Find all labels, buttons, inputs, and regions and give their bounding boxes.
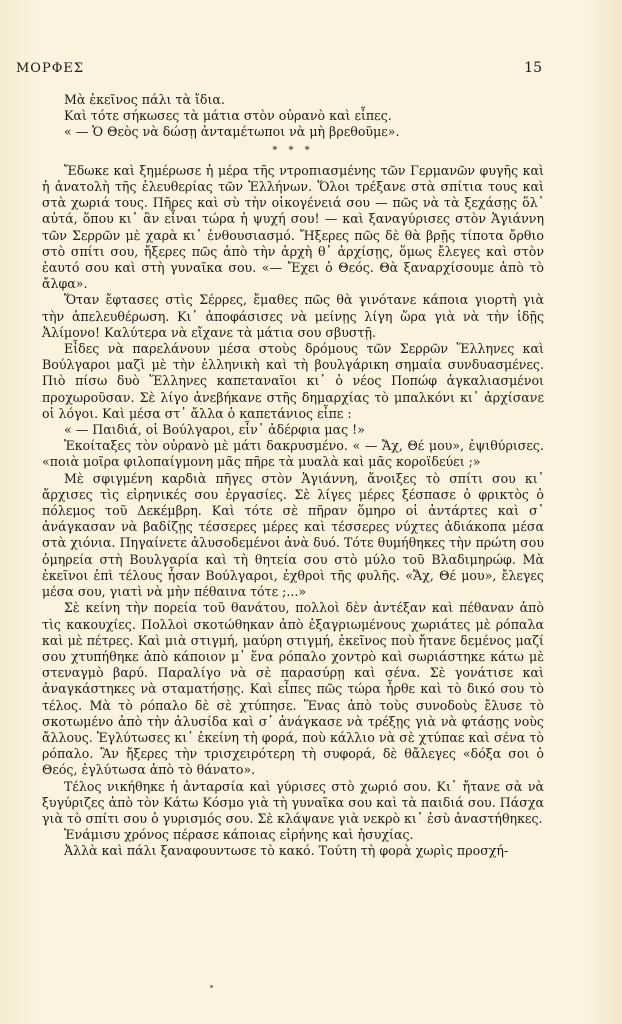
running-title: ΜΟΡΦΕΣ bbox=[16, 61, 85, 76]
paragraph: Ἐκοίταξες τὸν οὐρανὸ μὲ μάτι δακρυσμένο. « — Ἄχ, Θέ μου», ἐψιθύρισες. «ποιὰ μοῖρα φιλοπαίγμονη μᾶς πῆρε τὰ μυαλὰ καὶ μᾶς κοροϊδεύει ;» bbox=[42, 438, 544, 470]
paragraph: Εἶδες νὰ παρελάνουν μέσα στοὺς δρόμους τῶν Σερρῶν Ἕλληνες καὶ Βούλγαροι μαζὶ μὲ τὴν ἑλληνικὴ καὶ τὴ βουλγάρικη σημαία συνδυασμένες. Πιὸ πίσω δυὸ Ἕλληνες καπεταναῖοι κι᾽ ὁ νέος Ποπώφ ἀγκαλιασμένοι προχωροῦσαν. Σὲ λίγο ἀνεβήκανε στῆς δημαρχίας τὸ μπαλκόνι κι᾽ ἀρχίσανε οἱ λόγοι. Καὶ μέσα στ᾽ ἄλλα ὁ καπετάνιος εἶπε : bbox=[42, 341, 544, 421]
quote-line: « — Παιδιά, οἱ Βούλγαροι, εἶν᾽ ἀδέρφια μας !» bbox=[64, 422, 365, 438]
opening-line: Καὶ τότε σήκωσες τὰ μάτια στὸν οὐρανὸ καὶ εἶπες. bbox=[64, 108, 392, 124]
print-speck bbox=[210, 985, 213, 988]
paragraph: Ὅταν ἔφτασες στὶς Σέρρες, ἔμαθες πῶς θὰ γινότανε κάποια γιορτὴ γιὰ τὴν ἀπελευθέρωση. Κι᾽ ἀποφάσισες νὰ μείνῃς λίγη ὥρα γιὰ νὰ τὴν ἰδῇς Ἀλίμονο! Καλύτερα νὰ εἴχανε τὰ μάτια σου σβυστῇ. bbox=[42, 292, 544, 340]
opening-line: Μὰ ἐκεῖνος πάλι τὰ ἴδια. bbox=[64, 92, 225, 107]
paragraph: Σὲ κείνη τὴν πορεία τοῦ θανάτου, πολλοὶ δὲν ἀντέξαν καὶ πέθαναν ἀπὸ τὶς κακουχίες. Πολλοὶ σκοτώθηκαν ἀπὸ ἐξαγριωμένους χωριάτες μὲ ρόπαλα καὶ μὲ πέτρες. Καὶ μιὰ στιγμή, μαύρη στιγμή, ἐκεῖνος ποὺ ἤτανε δεμένος μαζί σου χτυπήθηκε ἀπὸ κάποιον μ᾽ ἕνα ρόπαλο χοντρὸ καὶ σωριάστηκε κάτω μὲ στεναγμὸ βαρύ. Παραλίγο νὰ σὲ παρασύρῃ καὶ σένα. Σὲ γονάτισε καὶ ἀναγκάστηκες νὰ σταματήσῃς. Καὶ εἶπες πῶς τώρα ἦρθε καὶ τὸ δικό σου τὸ τέλος. Μὰ τὸ ρόπαλο δὲ σὲ χτύπησε. Ἕνας ἀπὸ τοὺς συνοδοὺς ἔλυσε τὸ σκοτωμένο ἀπὸ τὴν ἀλυσίδα καὶ σ᾽ ἀνάγκασε νὰ τρέξῃς γιὰ νὰ φτάσῃς νοὺς ἄλλους. Ἐγλύτωσες κι᾽ ἐκείνη τὴ φορά, ποὺ κάλλιο νὰ σὲ χτύπαε καὶ σένα τὸ ρόπαλο. Ἂν ἤξερες τὴν τρισχειρότερη τὴ συφορά, δὲ θἄλεγες «δόξα σοι ὁ Θεός, ἐγλύτωσα ἀπὸ τὸ θάνατο». bbox=[42, 600, 544, 778]
section-separator: * * * bbox=[272, 144, 314, 156]
page-header bbox=[16, 60, 542, 76]
opening-line: « — Ὁ Θεὸς νὰ δώσῃ ἀνταμέτωποι νὰ μὴ βρεθοῦμε». bbox=[64, 124, 400, 140]
page-body bbox=[42, 92, 544, 860]
paragraph: Ἀλλὰ καὶ πάλι ξαναφουντωσε τὸ κακό. Τούτη τὴ φορὰ χωρὶς προσχή- bbox=[64, 843, 509, 859]
paragraph: Μὲ σφιγμένη καρδιὰ πῆγες στὸν Ἁγιάννη, ἄνοιξες τὸ σπίτι σου κι᾽ ἄρχισες τὶς εἰρηνικές σου ἐργασίες. Σὲ λίγες μέρες ξέσπασε ὁ φρικτὸς ὁ πόλεμος τοῦ Δεκέμβρη. Καὶ τότε σὲ πῆραν ὅμηρο οἱ ἀντάρτες καὶ σ᾽ ἀνάγκασαν νὰ βαδίζῃς τέσσερες μέρες καὶ τέσσερες νύχτες ἀδιάκοπα μέσα στὰ χιόνια. Πηγαίνετε ἀλυσοδεμένοι ἀνὰ δυό. Τότε θυμήθηκες τὴν πρώτη σου ὁμηρεία στὴ Βουλγαρία καὶ τὴ θητεία σου στὸ μύλο τοῦ Βλαδιμηρώφ. Μὰ ἐκεῖνοι ἐπὶ τέλους ἦσαν Βούλγαροι, ἐχθροὶ τῆς φυλῆς. «Ἄχ, Θέ μου», ἔλεγες μέσα σου, γιατὶ νὰ μὴν πέθαινα τότε ;...» bbox=[42, 470, 544, 600]
paragraph: Ἑνάμισυ χρόνος πέρασε κάποιας εἰρήνης καὶ ἡσυχίας. bbox=[64, 827, 414, 843]
paragraph: Τέλος νικήθηκε ἡ ἀνταρσία καὶ γύρισες στὸ χωριό σου. Κι᾽ ἤτανε σὰ νὰ ξυγύριζες ἀπὸ τὸν Κάτω Κόσμο γιὰ τὴ γυναῖκα σου καὶ τὰ παιδιά σου. Πάσχα γιὰ τὸ σπίτι σου ὁ γυρισμός σου. Σὲ κλάψανε γιὰ νεκρὸ κι᾽ ἐσὺ ἀναστήθηκες. bbox=[42, 778, 544, 826]
paragraph: Ἔδωκε καὶ ξημέρωσε ἡ μέρα τῆς ντροπιασμένης τῶν Γερμανῶν φυγῆς καὶ ἡ ἀνατολὴ τῆς ἐλευθερίας τῶν Ἑλλήνων. Ὅλοι τρέξανε στὰ σπίτια τους καὶ στὰ χωριά τους. Πῆρες καὶ σὺ τὴν οἰκογένειά σου — πῶς νὰ τὰ ξεχάσῃς ὅλ᾽ αὐτά, ὅπου κι᾽ ἂν εἶναι τώρα ἡ ψυχή σου! — καὶ ξαναγύρισες στὸν Ἁγιάννη τῶν Σερρῶν μὲ χαρὰ κι᾽ ἐνθουσιασμό. Ἤξερες πῶς δὲ θὰ βρῇς τίποτα ὄρθιο στὸ σπίτι σου, ἤξερες πῶς ἀπὸ τὴν ἀρχὴ θ᾽ ἀρχίσῃς, ὅμως ἔλεγες καὶ στὸν ἑαυτό σου καὶ στὴ γυναῖκα σου. «— Ἔχει ὁ Θεός. Θὰ ξαναρχίσουμε ἀπὸ τὸ ἄλφα». bbox=[42, 162, 544, 292]
page-number: 15 bbox=[524, 60, 542, 76]
